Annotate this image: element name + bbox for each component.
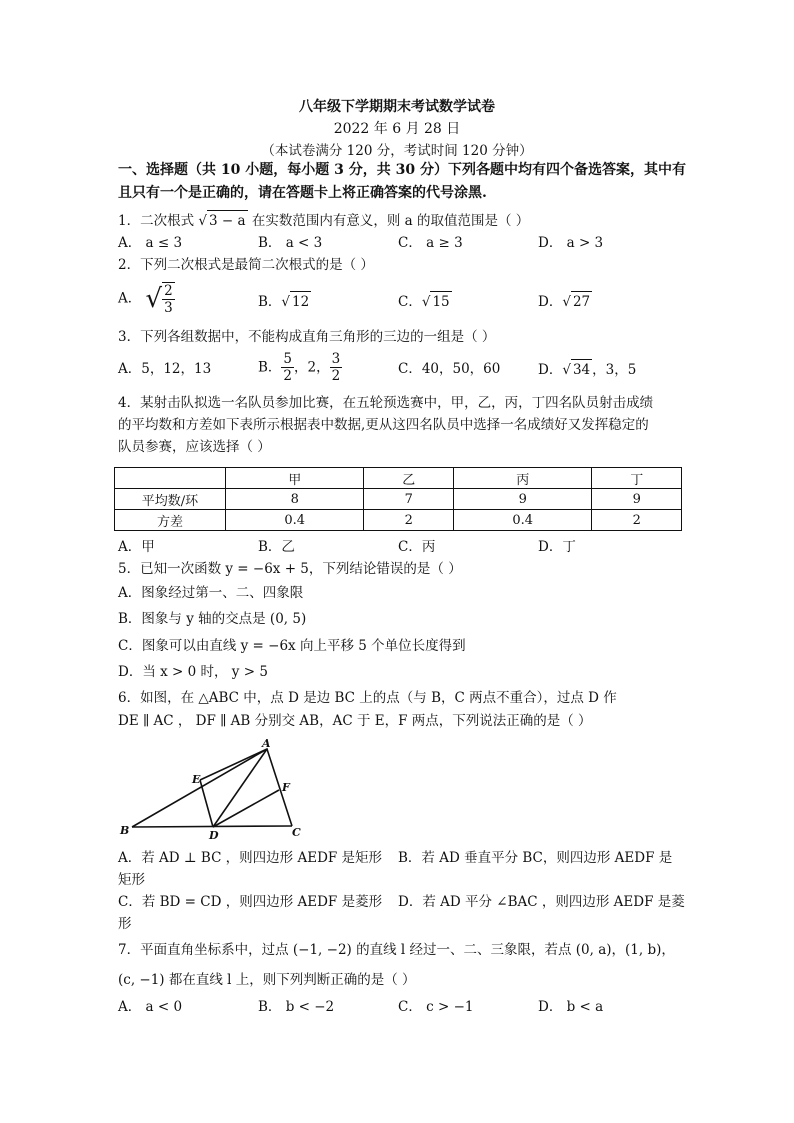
exam-date: 2022 年 6 月 28 日 [333, 121, 461, 137]
table-header-row [115, 468, 682, 489]
label-b: B [120, 824, 130, 837]
q7-option-d: D． b < a [538, 999, 604, 1015]
q1-prefix: 1．二次根式 [118, 213, 199, 229]
section-instructions-line1: 一、选择题（共 10 小题，每小题 3 分，共 30 分）下列各题中均有四个备选答案，其中有 [118, 162, 686, 178]
question-2-stem: 2．下列二次根式是最简二次根式的是（ ） [118, 257, 374, 273]
question-4-line2: 的平均数和方差如下表所示根据表中数据,更从这四名队员中选择一名成绩好又发挥稳定的 [118, 417, 649, 433]
question-6-line2: DE ∥ AC ， DF ∥ AB 分别交 AB，AC 于 E，F 两点，下列说法正确的是（ ） [118, 713, 592, 729]
q1-option-b: B． a < 3 [258, 235, 323, 251]
q5-option-c: C．图象可以由直线 y = −6x 向上平移 5 个单位长度得到 [118, 638, 466, 654]
question-6-line1: 6．如图，在 △ABC 中，点 D 是边 BC 上的点（与 B，C 两点不重合），过点 D 作 [118, 690, 617, 706]
table-cell: 0.4 [226, 510, 364, 531]
q1-option-d: D． a > 3 [538, 235, 604, 251]
q6-option-a: A．若 AD ⊥ BC ，则四边形 AEDF 是矩形 [118, 850, 383, 866]
table-cell: 9 [453, 489, 591, 510]
table-cell: 2 [592, 510, 682, 531]
question-4-line3: 队员参赛，应该选择（ ） [118, 439, 271, 455]
table-header-cell: 丁 [592, 468, 682, 489]
q4-option-d: D．丁 [538, 539, 576, 555]
q2-option-c: C．√ 15 [398, 291, 452, 312]
question-4-line1: 4．某射击队拟选一名队员参加比赛，在五轮预选赛中，甲，乙，丙，丁四名队员射击成绩 [118, 395, 654, 411]
segment-de [200, 780, 213, 827]
question-7-line2: (c, −1) 都在直线 l 上，则下列判断正确的是（ ） [118, 972, 416, 988]
q7-option-c: C． c > −1 [398, 999, 474, 1015]
q2-option-d: D．√ 27 [538, 291, 592, 312]
table-header-cell: 乙 [364, 468, 454, 489]
triangle-side [132, 749, 292, 827]
q3-option-b: B． $\frac{5}{2}$ ，2， $\frac{3}{2}$ [258, 351, 341, 384]
q3-option-a: A．5，12，13 [118, 361, 212, 377]
q5-option-b: B．图象与 y 轴的交点是 (0, 5) [118, 611, 307, 627]
q1-option-c: C． a ≥ 3 [398, 235, 463, 251]
score-table [114, 467, 682, 531]
q5-option-d: D．当 x > 0 时， y > 5 [118, 664, 268, 680]
table-header-cell: 丙 [453, 468, 591, 489]
table-header-cell [115, 468, 226, 489]
label-f: F [282, 781, 290, 794]
table-cell: 方差 [115, 510, 226, 531]
table-header-cell: 甲 [226, 468, 364, 489]
table-cell: 7 [364, 489, 454, 510]
q1-option-a: A． a ≤ 3 [118, 235, 183, 251]
question-7-line1: 7．平面直角坐标系中，过点 (−1, −2) 的直线 l 经过一、二、三象限，若点 (0, a)，(1, b)， [118, 942, 675, 958]
q3-option-c: C．40，50，60 [398, 361, 501, 377]
table-cell: 8 [226, 489, 364, 510]
q7-option-a: A． a < 0 [118, 999, 183, 1015]
question-1-stem: 1．二次根式 √ 3 − a 在实数范围内有意义，则 a 的取值范围是（ ） [118, 210, 529, 231]
triangle-figure [112, 735, 312, 845]
exam-info: （本试卷满分 120 分，考试时间 120 分钟） [261, 143, 533, 159]
q7-option-b: B． b < −2 [258, 999, 335, 1015]
label-d: D [209, 829, 219, 842]
exam-title: 八年级下学期期末考试数学试卷 [299, 99, 495, 115]
question-3-stem: 3．下列各组数据中，不能构成直角三角形的三边的一组是（ ） [118, 329, 496, 345]
q4-option-c: C．丙 [398, 539, 436, 555]
q6-option-d: D．若 AD 平分 ∠BAC ，则四边形 AEDF 是菱 [398, 894, 685, 910]
q6-option-c: C．若 BD = CD ，则四边形 AEDF 是菱形 [118, 894, 383, 910]
q1-suffix: 在实数范围内有意义，则 a 的取值范围是（ ） [247, 213, 530, 229]
label-c: C [292, 826, 301, 839]
q6-option-cd-wrap: 形 [118, 916, 132, 932]
table-cell: 9 [592, 489, 682, 510]
q6-option-b: B．若 AD 垂直平分 BC，则四边形 AEDF 是 [398, 850, 673, 866]
q2-option-a: A． √ $\frac{2}{3}$ [118, 283, 173, 316]
q1-radicand: 3 − a [207, 210, 248, 231]
table-row [115, 489, 682, 510]
label-e: E [192, 773, 201, 786]
q3-option-d: D．√ 34 ，3，5 [538, 359, 636, 380]
table-cell: 0.4 [453, 510, 591, 531]
q4-option-b: B．乙 [258, 539, 295, 555]
q4-option-a: A．甲 [118, 539, 155, 555]
section-instructions-line2: 且只有一个是正确的，请在答题卡上将正确答案的代号涂黑. [118, 185, 487, 201]
segment-df [213, 790, 279, 827]
q2-option-b: B．√ 12 [258, 291, 311, 312]
question-5-stem: 5．已知一次函数 y = −6x + 5，下列结论错误的是（ ） [118, 561, 462, 577]
label-a: A [262, 737, 271, 750]
q6-option-ab-wrap: 矩形 [118, 872, 145, 888]
q5-option-a: A．图象经过第一、二、四象限 [118, 585, 304, 601]
table-row [115, 510, 682, 531]
table-cell: 2 [364, 510, 454, 531]
table-cell: 平均数/环 [115, 489, 226, 510]
